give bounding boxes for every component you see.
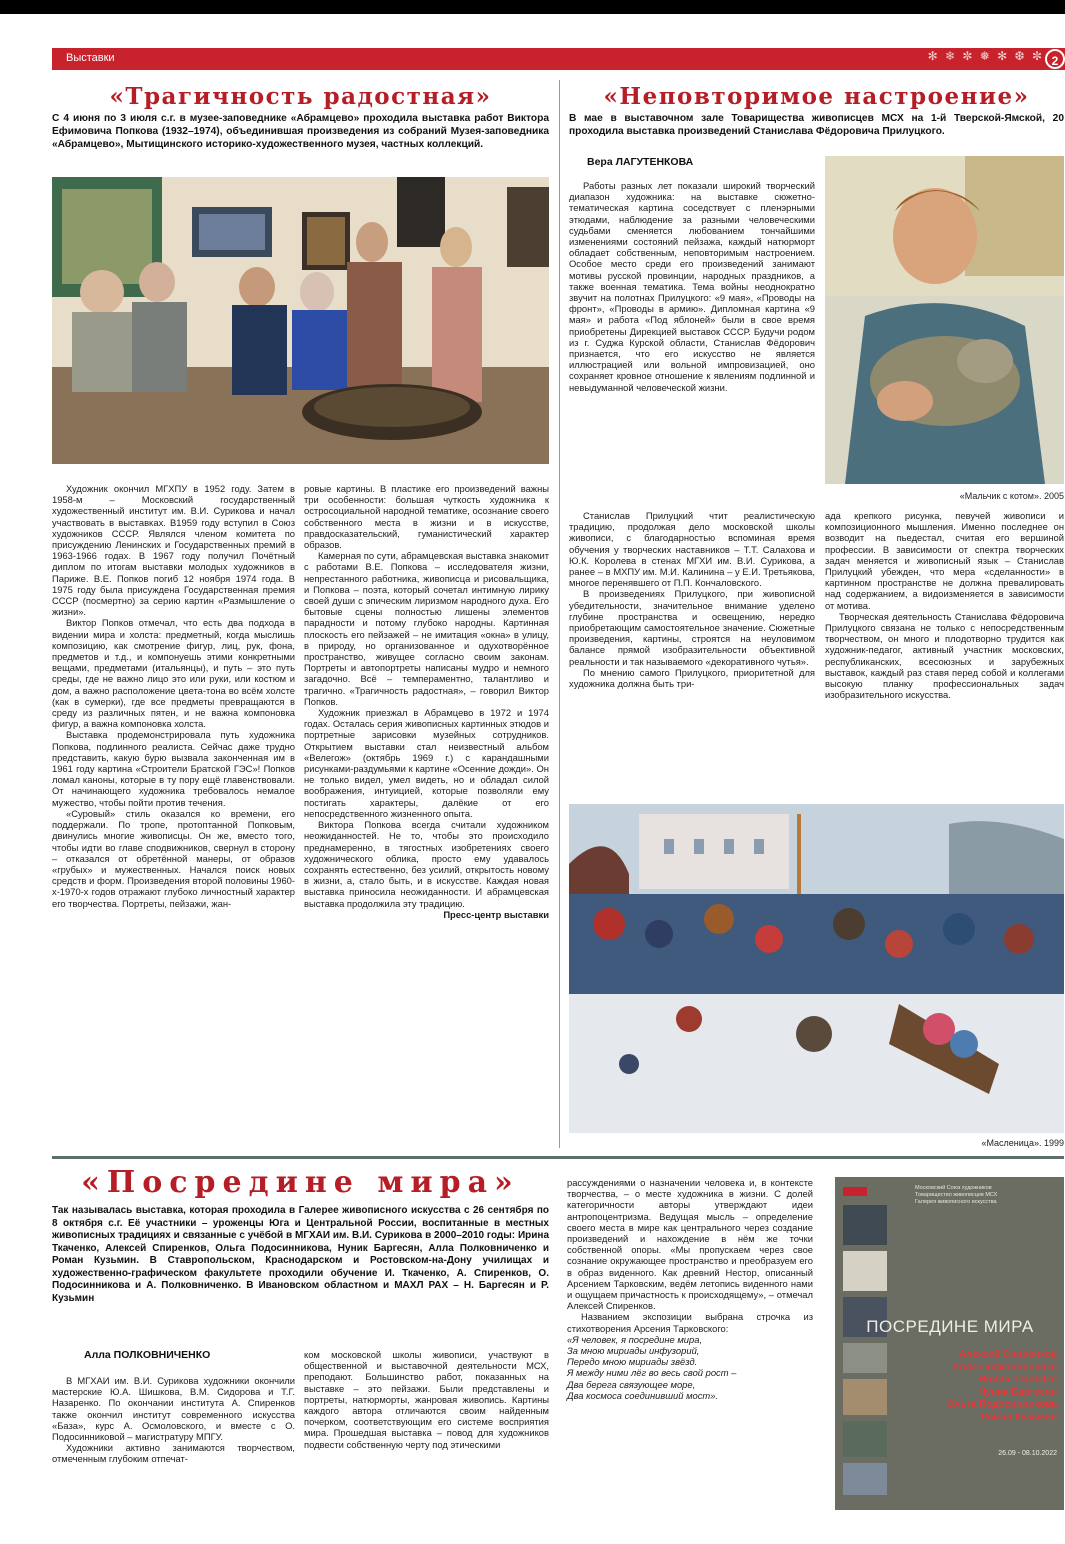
paragraph: В МГХАИ им. В.И. Сурикова художники окончили мастерские Ю.А. Шишкова, В.М. Сидорова и Т.Г. Назаренко. По окончании института А. Спиренков также окончил институт современного искусства «База», курс А. Осмоловского, и вместе с О. Подосинниковой – магистратуру МПГУ. [52,1375,295,1443]
paragraph: Виктора Попкова всегда считали художником неожиданностей. Не то, чтобы это происходило преднамеренно, в тягостных изобретениях своего художнического облика, просто ему удавалось сохранять естественно, без усилий, открытость новому в жизни, а, стало быть, и в искусстве. Каждая новая выставка приносила неожиданности. И абрамцевская выставка продолжила эту традицию. [304,819,549,909]
poster-organizers: Московский Союз художников Товарищество живописцев МСХ Галерея живописного искусства [915,1185,998,1205]
article3-column-1 [52,1375,295,1465]
paragraph: Творческая деятельность Станислава Фёдоровича Прилуцкого связана не только с непосредственным творчеством, он много и плодотворно трудится как художник-педагог, активный участник московских, республиканских, всесоюзных и зарубежных выставок, каждый раз ставя перед собой и коллегами высокую планку профессиональных задач изобразительного искусства. [825,610,1064,701]
paragraph: Художник приезжал в Абрамцево в 1972 и 1974 годах. Осталась серия живописных картинных этюдов и портретные зарисовки музейных сотрудников. Открытием выставки стал неизвестный альбом «Велегож» (октябрь 1969 г.) с карандашными рисунками-раздумьями к картине «Осенние дожди». Он не только видел, умел видеть, но и обладал силой воображения, интуицией, которые позволяли ему постигать характеры, далёкие от его непосредственного жизненного опыта. [304,707,549,819]
paragraph: ком московской школы живописи, участвуют в общественной и выставочной деятельности МСХ, преподают. Большинство работ, показанных на выставке – это пейзажи. Были представлены и портреты, натюрморты, жанровая живопись. Картины каждого автора отличаются своим найденным почерком, соответствующим его системе восприятия мира. Прошедшая выставка – повод для художников подвести собственную черту под этическими [304,1349,549,1450]
paragraph: ровые картины. В пластике его произведений важны три особенности: большая чуткость художника к остросоциальной народной тематике, осознание своего собственного места в жизни и в искусстве, правдосказательский, гуманистический характер образов. [304,483,549,551]
article2-title: «Неповторимое настроение» [603,83,1030,110]
snowflake-decoration-icon: ✻ ❄ ✼ ❅ ✻ ❆ ✼ [927,49,1044,63]
article2-lead: В мае в выставочном зале Товарищества живописцев МСХ на 1-й Тверской-Ямской, 20 проходила выставка произведений Станислава Фёдоровича Прилуцкого. [569,113,1064,137]
paragraph: Камерная по сути, абрамцевская выставка знакомит с работами В.Е. Попкова – исследователя жизни, непрестанного работника, живописца и рисовальщика, и Попкова – поэта, который сочетал интимную лирику своей души с эпическим лиризмом народного духа. Его бытовые сцены полностью лишены элементов парадности и потому глубоко народны. Картинная плоскость его пейзажей – не имитация «окна» в улицу, в природу, но организованное и одухотворённое пространство, живущее согласно своим законам. Портреты и автопортреты написаны мудро и немного загадочно. Всё – темпераментно, талантливо и трагично. «Трагичность радостная», – говорил Виктор Попков. [304,550,549,707]
exhibition-poster [835,1177,1064,1510]
poem-line: Я между ними лёг во весь свой рост – [567,1367,737,1379]
article1-lead: С 4 июня по 3 июля с.г. в музее-заповеднике «Абрамцево» проходила выставка работ Виктора Ефимовича Попкова (1932–1974), объединившая произведения из собраний Музея-заповедника «Абрамцево», Мытищинского историко-художественного музея, частных коллекций. [52,113,549,150]
paragraph: Выставка продемонстрировала путь художника Попкова, подлинного реалиста. Сейчас даже трудно представить, какую бурю вызвала законченная им в 1961 году картина «Строители Братской ГЭС»! Попков ломал каноны, которые в ту пору ещё главенствовали. От начинающего художника требовалось немалое мужество, чтобы пойти против течения. [52,729,295,808]
article1-title: «Трагичность радостная» [109,83,492,110]
article2-column-2 [825,510,1064,700]
column-divider [559,80,560,1148]
caption-boy-with-cat: «Мальчик с котом». 2005 [959,491,1064,501]
article3-title: «Посредине мира» [81,1165,520,1200]
paragraph: Названием экспозиции выбрана строчка из стихотворения Арсения Тарковского: [567,1311,813,1334]
article3-lead: Так называлась выставка, которая проходила в Галерее живописного искусства с 26 сентября по 8 октября с.г. Её участники – уроженцы Юга и Центральной России, воспитанные в местных живописных традициях и связанные с учёбой в МГХАИ им. В.И. Сурикова в 2000–2010 годы: Ирина Ткаченко, Алексей Спиренков, Ольга Подосинникова, Нуник Баргесян, Алла Полковниченко и Роман Кузьмин. В Ставропольском, Краснодарском и Ростовском-на-Дону училищах и художественно-графическом факультете проходили обучение И. Ткаченко, А. Спиренков, О. Подосинникова и А. Полковниченко. В Ивановском областном и МАХЛ РАХ – Н. Баргесян и Р. Кузьмин [52,1205,549,1304]
article2-column-1-bottom [569,510,815,689]
painting-maslenitsa [569,804,1064,1133]
page-number: 2 [1045,49,1065,69]
article3-column-3 [567,1177,813,1401]
paragraph: рассуждениями о назначении человека и, в контексте творчества, – о месте художника в жизни. С долей категоричности авторы утверждают идеи антропоцентризма. Ведущая мысль – определение своего места в мире как центрального через создание произведений и нахождение в нём же точки собственной опоры. «Мы пропускаем через свое сознание окружающее пространство и преобразуем его в образ виденного. Как древний Нестор, описанный Арсением Тарковским, ведём летопись виденного нами и ощущаем причастность к происходящему», – отмечал Алексей Спиренков. [567,1177,813,1312]
caption-maslenitsa: «Масленица». 1999 [981,1138,1064,1148]
poem-line: Два космоса соединивший мост». [567,1389,719,1401]
poem-line: За мною мириады инфузорий, [567,1345,700,1357]
poem [567,1334,813,1401]
paragraph: Художники активно занимаются творчеством, отмеченным глубоким отпечат- [52,1442,295,1465]
article1-signature: Пресс-центр выставки [443,908,549,920]
section-header-strip [52,48,1065,70]
top-border [0,0,1065,14]
poster-logo [843,1187,867,1196]
photo-exhibition-visitors [52,177,549,464]
paragraph: Виктор Попков отмечал, что есть два подхода в видении мира и холста: предметный, когда мыслишь композицию, как смотрение фигур, лиц, рук, фона, предметов и т.д., и компонуешь этими конкретными вещами, предметами (итальянцы), и путь – это путь среды, где не важно лицо это или руки, или костюм и дом, а важно расположение цвета-тона во всём холсте (как в сумерки), где все предметы превращаются в среду из различных пятен, и не важна компоновка фигур, а важна компоновка холста. [52,617,295,730]
paragraph: ада крепкого рисунка, певучей живописи и композиционного мышления. Именно последнее он возводит на пьедестал, считая его вершиной профессии. В зависимости от спектра творческих задач меняется и живописный язык – Станислав Прилуцкий убежден, что мера «сделанности» в картинном пространстве не должна превалировать над содержанием, а видоизменяется в зависимости от мотива. [825,510,1064,611]
poster-dates: 26.09 - 08.10.2022 [998,1450,1057,1457]
poster-thumbnails [843,1205,887,1495]
paragraph: По мнению самого Прилуцкого, приоритетной для художника должна быть три- [569,666,815,690]
paragraph: В произведениях Прилуцкого, при живописной убедительности, значительное внимание уделено глубине пространства и освещению, нередко приобретающим самостоятельное значение. Сюжетные произведения, картины, строятся на неуловимом балансе прямой изобразительности объективной реальности и так называемого «декоративного чутья». [569,588,815,667]
poem-line: Два берега связующее море, [567,1378,696,1390]
poster-artist-names: Алексей Спиренков Алла Полковниченко Ирина Ткаченко Нуник Баргесян Ольга Подосинникова Роман Кузьмин [946,1349,1057,1423]
paragraph: Художник окончил МГХПУ в 1952 году. Затем в 1958-м – Московский государственный художественный институт им. В.И. Сурикова и начал участвовать в выставках. В1959 году вступил в Союз художников СССР. Являлся членом комитета по присуждению Ленинских и Государственных премий в 1963-1966 годах. В 1967 году получил Почётный диплом по итогам выставки молодых художников в Париже. В.Е. Попков погиб 12 ноября 1974 года. В 1975 году была присуждена Государственная премия СССР (посмертно) за серию картин «Размышление о жизни». [52,483,295,618]
article2-author: Вера ЛАГУТЕНКОВА [587,156,694,168]
section-label: Выставки [66,52,115,64]
paragraph: «Суровый» стиль оказался ко времени, его поддержали. По тропе, протоптанной Попковым, двинулись многие живописцы. Он же, вместо того, чтобы идти во главе сподвижников, свернул в сторону – отказался от обретённой манеры, от образов «грубых» и мужественных. Начался поиск новых средств и форм. Произведения второй половины 1960-х-1970-х годов отражают глубоко личностный характер его творчества. Портреты, пейзажи, жан- [52,807,295,909]
article3-column-2 [304,1349,549,1450]
article3-author: Алла ПОЛКОВНИЧЕНКО [84,1349,211,1361]
poster-title: ПОСРЕДИНЕ МИРА [866,1317,1034,1336]
article1-column-2 [304,483,549,920]
section-divider [52,1156,1064,1159]
article1-column-1 [52,483,295,909]
paragraph: Станислав Прилуцкий чтит реалистическую традицию, продолжая дело московской школы живописи, с благодарностью вспоминая время обучения у творческих наставников – Т.Т. Салахова и Ю.К. Королева в стенах МГХИ им. В.И. Сурикова, а ранее – в МХПУ им. М.И. Калинина – у Е.И. Третьякова, многое перенявшего от П.П. Кончаловского. [569,510,815,589]
paragraph: Работы разных лет показали широкий творческий диапазон художника: на выставке сюжетно-тематическая картина соседствует с пленэрными этюдами, наблюдение за разными человеческими судьбами сменяется любованием тончайшими изменениями состояний пейзажа, каждый натюрморт обладает собственным, неповторимым настроением. Особое место среди его произведений занимают мотивы русской провинции, народных праздников, а также военная тематика. Тема войны неоднократно звучит на полотнах Прилуцкого: «9 мая», «Проводы на фронт», «Проводы в армию». Дипломная картина «9 мая» и работа «Под яблоней» были в свое время приобретены Дирекцией выставок СССР. Будучи родом из г. Суджа Курской области, Станислав Фёдорович признается, что его искусство не является иллюстрацией или вольной импровизацией, оно сохраняет кровное отношение к явлениям подлинной и невыдуманной человеческой жизни. [569,180,815,393]
article2-column-1-top [569,180,815,393]
painting-boy-with-cat [825,156,1064,484]
poem-line: «Я человек, я посредине мира, [567,1333,703,1345]
poem-line: Передо мною мириады звёзд. [567,1356,698,1368]
